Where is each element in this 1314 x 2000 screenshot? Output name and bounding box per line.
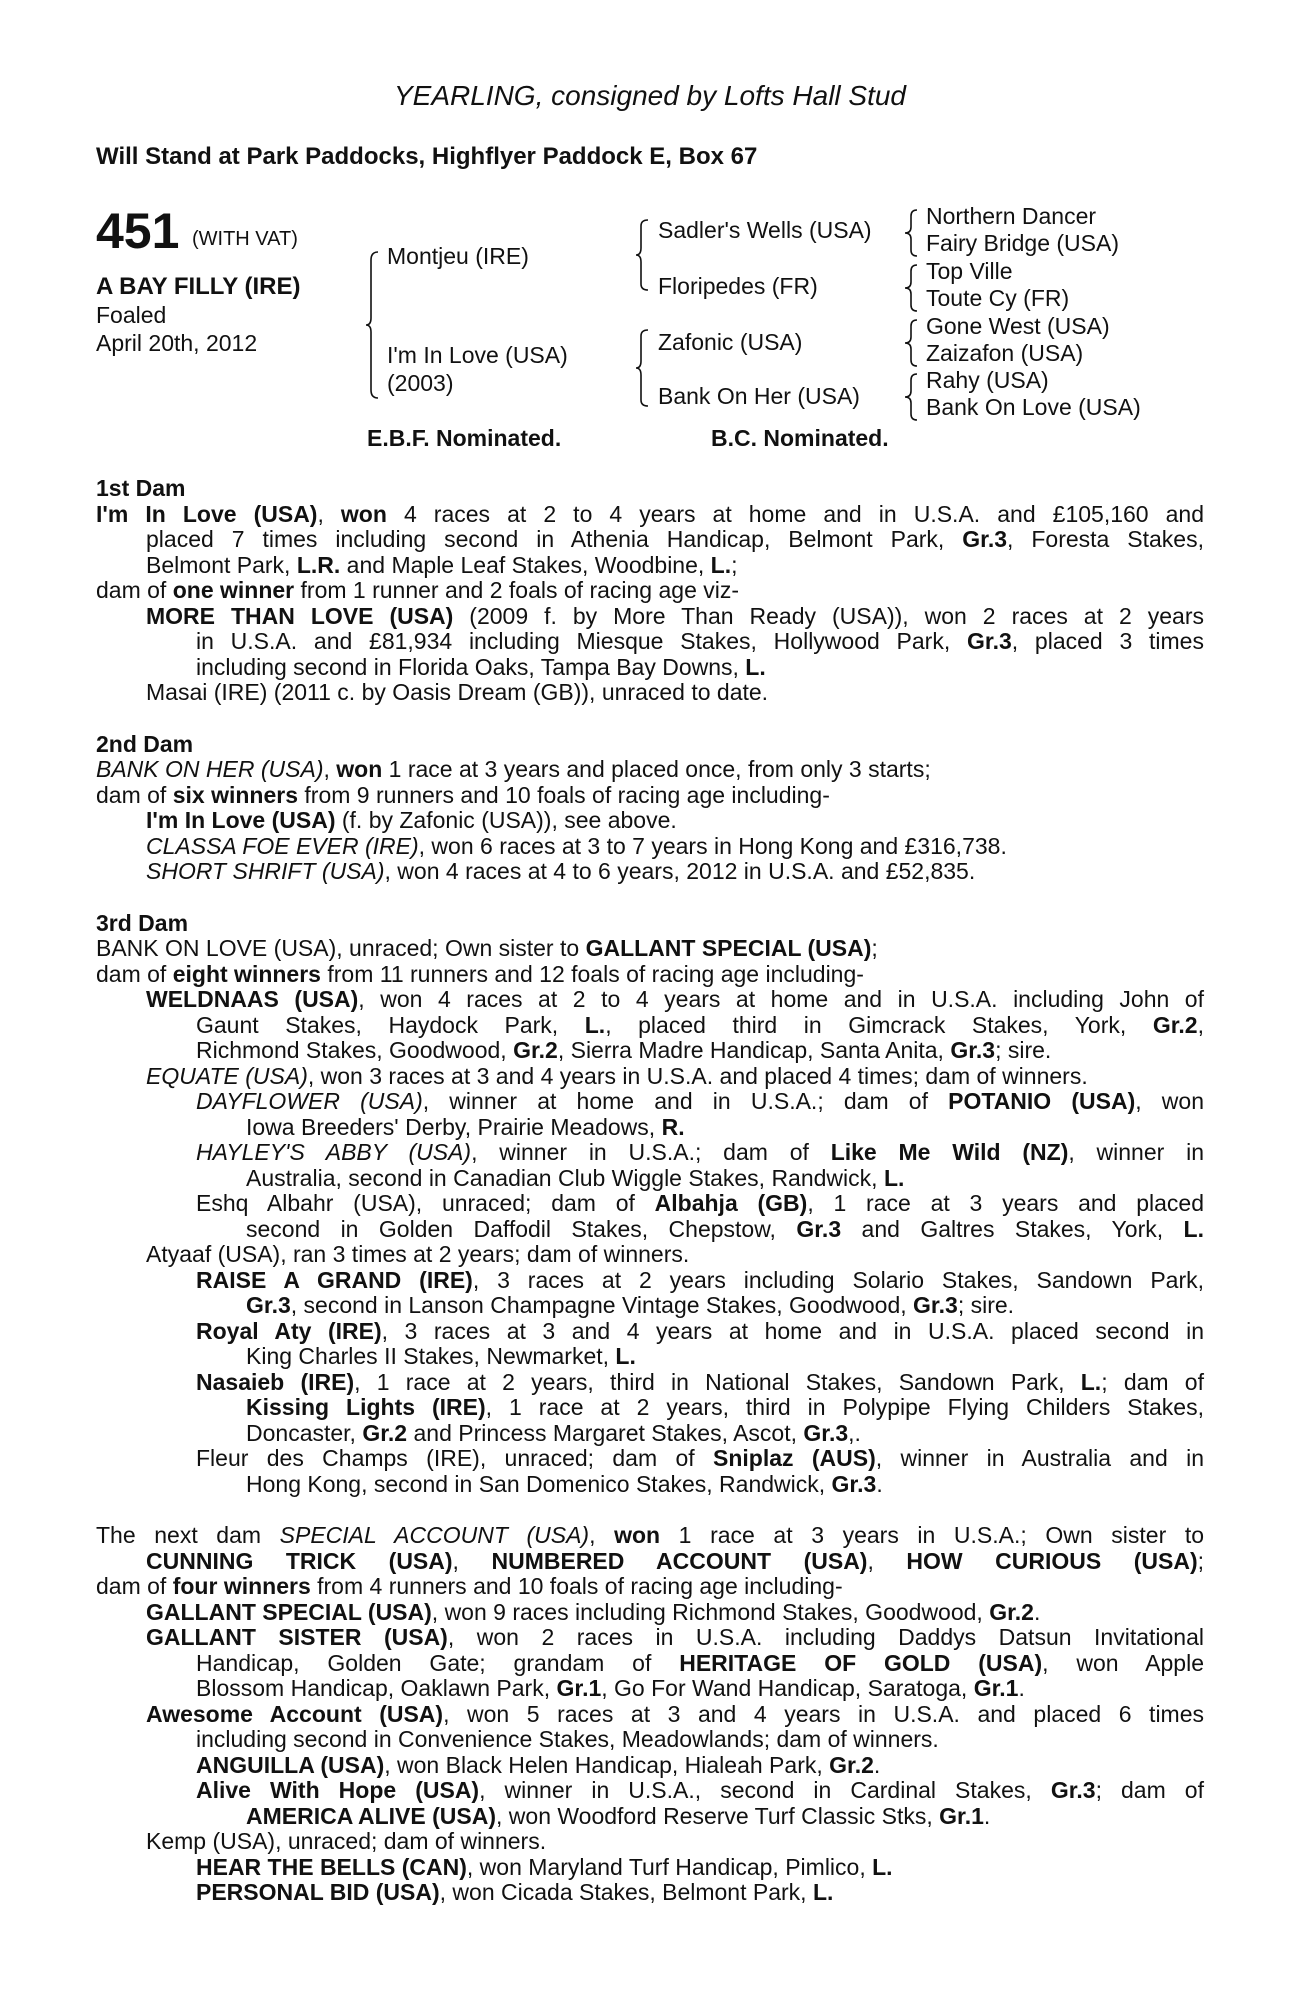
pedigree-dd-sire: Rahy (USA) xyxy=(926,367,1049,393)
pedigree-dam-sire: Zafonic (USA) xyxy=(658,329,803,355)
stand-location: Will Stand at Park Paddocks, Highflyer Paddock E, Box 67 xyxy=(96,143,758,170)
first-dam-heading: 1st Dam xyxy=(96,475,186,501)
third-dam-line: Gaunt Stakes, Haydock Park, L., placed third in Gimcrack Stakes, York, Gr.2, xyxy=(196,1011,1204,1038)
third-dam-line: Australia, second in Canadian Club Wiggle Stakes, Randwick, L. xyxy=(246,1164,905,1191)
lot-number: 451 xyxy=(96,203,180,259)
pedigree-bracket-dd xyxy=(905,372,919,422)
second-dam-line: SHORT SHRIFT (USA), won 4 races at 4 to 6 years, 2012 in U.S.A. and £52,835. xyxy=(146,858,976,884)
pedigree-sire-dam: Floripedes (FR) xyxy=(658,273,818,299)
third-dam-line: DAYFLOWER (USA), winner at home and in U.S.A.; dam of POTANIO (USA), won xyxy=(196,1088,1204,1114)
pedigree-bracket-ds xyxy=(905,318,919,368)
third-dam-line: Fleur des Champs (IRE), unraced; dam of Sniplaz (AUS), winner in Australia and in xyxy=(196,1445,1204,1471)
foaled-date: April 20th, 2012 xyxy=(96,330,258,356)
third-dam-line: WELDNAAS (USA), won 4 races at 2 to 4 years at home and in U.S.A. including John of xyxy=(146,986,1204,1012)
first-dam-line: placed 7 times including second in Athenia Handicap, Belmont Park, Gr.3, Foresta Stakes, xyxy=(146,526,1204,552)
foaled-label: Foaled xyxy=(96,302,167,328)
second-dam-heading: 2nd Dam xyxy=(96,730,194,757)
next-dam-line: Kemp (USA), unraced; dam of winners. xyxy=(146,1828,547,1854)
second-dam-line: I'm In Love (USA) (f. by Zafonic (USA)), see above. xyxy=(146,807,677,833)
pedigree-ds-dam: Zaizafon (USA) xyxy=(926,340,1084,366)
third-dam-line: Atyaaf (USA), ran 3 times at 2 years; dam of winners. xyxy=(146,1241,690,1267)
pedigree-sire: Montjeu (IRE) xyxy=(387,243,529,269)
pedigree-ss-dam: Fairy Bridge (USA) xyxy=(926,230,1119,256)
third-dam-line: Richmond Stakes, Goodwood, Gr.2, Sierra Madre Handicap, Santa Anita, Gr.3; sire. xyxy=(196,1037,1052,1063)
next-dam-line: dam of four winners from 4 runners and 10 foals of racing age including- xyxy=(96,1573,843,1599)
third-dam-line: EQUATE (USA), won 3 races at 3 and 4 years in U.S.A. and placed 4 times; dam of winners. xyxy=(146,1062,1088,1089)
pedigree-dd-dam: Bank On Love (USA) xyxy=(926,394,1141,420)
next-dam-line: The next dam SPECIAL ACCOUNT (USA), won 1 race at 3 years in U.S.A.; Own sister to xyxy=(96,1522,1205,1548)
lot-description: A BAY FILLY (IRE) xyxy=(96,273,301,300)
pedigree-ss-sire: Northern Dancer xyxy=(926,203,1097,229)
vat-label: (WITH VAT) xyxy=(192,228,298,250)
pedigree-bracket-dam xyxy=(636,328,650,408)
pedigree-dam: I'm In Love (USA) xyxy=(387,342,568,368)
page-title: YEARLING, consigned by Lofts Hall Stud xyxy=(393,80,907,111)
next-dam-line: AMERICA ALIVE (USA), won Woodford Reserve Turf Classic Stks, Gr.1. xyxy=(246,1802,991,1829)
next-dam-line: ANGUILLA (USA), won Black Helen Handicap, Hialeah Park, Gr.2. xyxy=(196,1751,881,1778)
third-dam-heading: 3rd Dam xyxy=(96,909,189,936)
pedigree-bracket-sire xyxy=(636,218,650,292)
pedigree-notes xyxy=(96,476,1204,1906)
second-dam-line: CLASSA FOE EVER (IRE), won 6 races at 3 to 7 years in Hong Kong and £316,738. xyxy=(146,832,1007,859)
next-dam-line: Alive With Hope (USA), winner in U.S.A., second in Cardinal Stakes, Gr.3; dam of xyxy=(196,1777,1204,1803)
ebf-nominated: E.B.F. Nominated. xyxy=(367,425,562,451)
pedigree-sd-sire: Top Ville xyxy=(926,258,1013,284)
third-dam-line: Kissing Lights (IRE), 1 race at 2 years, third in Polypipe Flying Childers Stakes, xyxy=(246,1394,1204,1420)
pedigree-sd-dam: Toute Cy (FR) xyxy=(926,285,1070,311)
pedigree-bracket-ss xyxy=(905,208,919,258)
first-dam-line: including second in Florida Oaks, Tampa Bay Downs, L. xyxy=(196,653,766,680)
second-dam-line: BANK ON HER (USA), won 1 race at 3 years and placed once, from only 3 starts; xyxy=(96,756,931,782)
pedigree-bracket-sd xyxy=(905,263,919,313)
third-dam-line: Nasaieb (IRE), 1 race at 2 years, third in National Stakes, Sandown Park, L.; dam of xyxy=(196,1368,1204,1395)
next-dam-line: Blossom Handicap, Oaklawn Park, Gr.1, Go For Wand Handicap, Saratoga, Gr.1. xyxy=(196,1675,1025,1701)
third-dam-line: Gr.3, second in Lanson Champagne Vintage Stakes, Goodwood, Gr.3; sire. xyxy=(246,1292,1015,1318)
third-dam-line: Iowa Breeders' Derby, Prairie Meadows, R. xyxy=(246,1113,685,1140)
third-dam-line: Royal Aty (IRE), 3 races at 3 and 4 years at home and in U.S.A. placed second in xyxy=(196,1317,1204,1344)
third-dam-line: King Charles II Stakes, Newmarket, L. xyxy=(246,1343,636,1369)
third-dam-line: dam of eight winners from 11 runners and 12 foals of racing age including- xyxy=(96,960,864,987)
pedigree-bracket-main xyxy=(366,250,380,400)
first-dam-line: in U.S.A. and £81,934 including Miesque Stakes, Hollywood Park, Gr.3, placed 3 times xyxy=(196,628,1204,654)
next-dam-line: HEAR THE BELLS (CAN), won Maryland Turf Handicap, Pimlico, L. xyxy=(196,1853,893,1880)
pedigree-dam-dam: Bank On Her (USA) xyxy=(658,383,860,409)
third-dam-line: BANK ON LOVE (USA), unraced; Own sister to GALLANT SPECIAL (USA); xyxy=(96,935,878,961)
third-dam-line: Doncaster, Gr.2 and Princess Margaret Stakes, Ascot, Gr.3,. xyxy=(246,1419,861,1446)
third-dam-line: Eshq Albahr (USA), unraced; dam of Albahja (GB), 1 race at 3 years and placed xyxy=(196,1190,1204,1216)
third-dam-line: Hong Kong, second in San Domenico Stakes, Randwick, Gr.3. xyxy=(246,1470,883,1497)
first-dam-line: Masai (IRE) (2011 c. by Oasis Dream (GB)), unraced to date. xyxy=(146,679,769,705)
bc-nominated: B.C. Nominated. xyxy=(711,425,889,451)
first-dam-line: MORE THAN LOVE (USA) (2009 f. by More Than Ready (USA)), won 2 races at 2 years xyxy=(146,602,1204,629)
third-dam-line: second in Golden Daffodil Stakes, Chepstow, Gr.3 and Galtres Stakes, York, L. xyxy=(246,1215,1204,1242)
next-dam-line: Handicap, Golden Gate; grandam of HERITAGE OF GOLD (USA), won Apple xyxy=(196,1649,1204,1676)
third-dam-line: HAYLEY'S ABBY (USA), winner in U.S.A.; dam of Like Me Wild (NZ), winner in xyxy=(196,1139,1204,1165)
first-dam-line: dam of one winner from 1 runner and 2 foals of racing age viz- xyxy=(96,577,740,603)
next-dam-line: GALLANT SPECIAL (USA), won 9 races including Richmond Stakes, Goodwood, Gr.2. xyxy=(146,1598,1041,1625)
next-dam-line: Awesome Account (USA), won 5 races at 3 and 4 years in U.S.A. and placed 6 times xyxy=(146,1700,1205,1727)
next-dam-line: PERSONAL BID (USA), won Cicada Stakes, Belmont Park, L. xyxy=(196,1879,834,1905)
pedigree-ds-sire: Gone West (USA) xyxy=(926,313,1110,339)
next-dam-line: GALLANT SISTER (USA), won 2 races in U.S.A. including Daddys Datsun Invitational xyxy=(146,1624,1204,1650)
third-dam-line: RAISE A GRAND (IRE), 3 races at 2 years including Solario Stakes, Sandown Park, xyxy=(196,1266,1204,1293)
pedigree-sire-sire: Sadler's Wells (USA) xyxy=(658,217,872,243)
first-dam-line: Belmont Park, L.R. and Maple Leaf Stakes, Woodbine, L.; xyxy=(146,551,738,578)
second-dam-line: dam of six winners from 9 runners and 10 foals of racing age including- xyxy=(96,781,830,808)
pedigree-dam-year: (2003) xyxy=(387,370,454,396)
next-dam-line: including second in Convenience Stakes, Meadowlands; dam of winners. xyxy=(196,1726,939,1752)
next-dam-line: CUNNING TRICK (USA), NUMBERED ACCOUNT (USA), HOW CURIOUS (USA); xyxy=(146,1547,1205,1574)
first-dam-line: I'm In Love (USA), won 4 races at 2 to 4 years at home and in U.S.A. and £105,160 and xyxy=(96,500,1205,527)
